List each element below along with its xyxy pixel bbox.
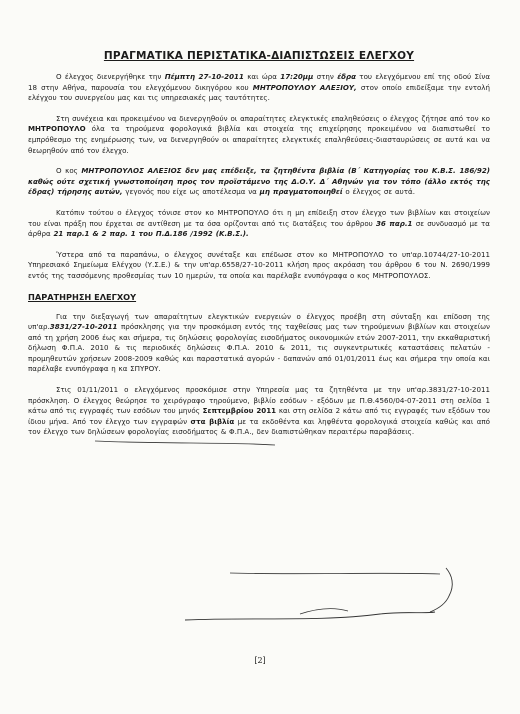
- emphasis-article: 36 παρ.1: [375, 218, 413, 228]
- emphasis-name: ΜΗΤΡΟΠΟΥΛΟΥ ΑΛΕΞΙΟΥ,: [252, 82, 357, 92]
- paragraph-legal-basis: [28, 208, 490, 240]
- emphasis-not-performed: μη πραγματοποιηθεί: [259, 187, 343, 197]
- paragraph-submission: [28, 385, 490, 438]
- paragraph-service-note: [28, 250, 490, 282]
- text-run: Ο κος: [56, 166, 82, 176]
- emphasis-reference: 3831/27-10-2011: [49, 322, 118, 332]
- pen-closing-stroke: [185, 612, 435, 620]
- text-run: Στη συνέχεια και προκειμένου να διενεργηθούν οι απαραίτητες ελεγκτικές επαληθεύσεις ο έλεγχος ζήτησε από τον κο: [56, 113, 490, 123]
- text-run: και στη σελίδα 2 κάτω από τις εγγραφές των εξόδων του ίδιου μήνα. Από τον έλεγχο των εγγραφών: [28, 406, 491, 426]
- text-run: στην: [313, 72, 338, 81]
- text-run: Ύστερα από τα παραπάνω, ο έλεγχος συνέταξε και επέδωσε στον κο ΜΗΤΡΟΠΟΥΛΟ το υπ'αρ.10744/27-10-2011 Υπηρεσιακό Σημείωμα Ελέγχου (Υ.Σ.Ε.) & την υπ'αρ.6558/27-10-2011 κλήση προς ακρόαση του άρθρου 6 του Ν. 2690/1999 εντός της τασσόμενης προθεσμίας των 10 ημερών, τα οποία και παρέλαβε ενυπόγραφα ο κος ΜΗΤΡΟΠΟΥΛΟΣ.: [28, 249, 490, 280]
- emphasis-time: 17:20μμ: [280, 72, 314, 81]
- document-title: ΠΡΑΓΜΑΤΙΚΑ ΠΕΡΙΣΤΑΤΙΚΑ-ΔΙΑΠΙΣΤΩΣΕΙΣ ΕΛΕΓΧΟΥ: [103, 50, 415, 62]
- text-run: Ο έλεγχος διενεργήθηκε την: [56, 72, 165, 81]
- pen-strike-line: [95, 441, 275, 445]
- emphasis-statement: ΜΗΤΡΟΠΟΥΛΟΣ ΑΛΕΞΙΟΣ δεν μας επέδειξε, τα ζητηθέντα βιβλία (Β΄ Κατηγορίας του Κ.Β.Σ. 186/92) καθώς ούτε σχετική γνωστοποίηση προς τον προϊστάμενο της Δ.Ο.Υ. Δ΄ Αθηνών για τον τόπο (άλλο εκτός της έδρας) τήρησης αυτών,: [28, 166, 490, 197]
- text-run: Κατόπιν τούτου ο έλεγχος τόνισε στον κο ΜΗΤΡΟΠΟΥΛΟ ότι η μη επίδειξη στον έλεγχο των βιβλίων και στοιχείων του είναι πράξη που έρχεται σε αντίθεση με τα όσα ορίζονται από τις διατάξεις του άρθρου: [28, 207, 490, 228]
- emphasis-date: Πέμπτη 27-10-2011: [164, 72, 244, 81]
- text-run: με τα εκδοθέντα και ληφθέντα φορολογικά στοιχεία καθώς και από τον έλεγχο των δηλώσεων φορολογίας εισοδήματος & Φ.Π.Α., δεν διαπιστώθηκαν περαιτέρω παραβάσεις.: [28, 416, 490, 437]
- text-run: Στις 01/11/2011 ο ελεγχόμενος προσκόμισε στην Υπηρεσία μας τα ζητηθέντα με την υπ'αρ.3831/27-10-2011 πρόσκληση. Ο έλεγχος θεώρησε το χειρόγραφο τηρούμενο, βιβλίο εσόδων - εξόδων με Π.Θ.4560/04-07-2011 στη σελίδα 1 κάτω από τις εγγραφές των εσόδων του μηνός: [28, 385, 490, 416]
- text-run: πρόσκλησης για την προσκόμιση εντός της ταχθείσας μας των τηρούμενων βιβλίων και στοιχείων από τη χρήση 2006 έως και σήμερα, τις δηλώσεις φορολογίας εισοδήματος οικονομικών ετών 2007-2011, την εκκαθαριστική δήλωση Φ.Π.Α. 2010 & τις περιοδικές δηλώσεις Φ.Π.Α. 2010 & 2011, τις συγκεντρωτικές καταστάσεις πελατών - προμηθευτών χρήσεων 2008-2009 καθώς και παραστατικά αγορών - δαπανών από 01/01/2011 έως και σήμερα την οποία και παρέλαβε ενυπόγραφα η κα ΣΠΥΡΟΥ.: [28, 322, 490, 374]
- text-run: στον οποίο επιδείξαμε την εντολή ελέγχου του συνεργείου μας και τις υπηρεσιακές μας ταυτότητες.: [28, 82, 491, 103]
- section-heading: ΠΑΡΑΤΗΡΗΣΗ ΕΛΕΓΧΟΥ: [28, 291, 137, 302]
- text-run: Για την διεξαγωγή των απαραίτητων ελεγκτικών ενεργειών ο έλεγχος προέβη στη σύνταξη και επίδοση της υπ'αρ.: [28, 311, 490, 332]
- text-run: και ώρα: [243, 72, 281, 81]
- pen-bracket-mark: [430, 568, 452, 612]
- emphasis-month: Σεπτεμβρίου 2011: [202, 406, 277, 416]
- paragraph-books-not-shown: [28, 166, 490, 198]
- text-run: ο έλεγχος σε αυτά.: [342, 187, 415, 197]
- pen-underline-stroke: [230, 573, 440, 574]
- page-number: [2]: [254, 656, 266, 665]
- paragraph-invitation: [28, 312, 490, 376]
- paragraph-request-books: [28, 114, 490, 156]
- emphasis-articles: 21 παρ.1 & 2 παρ. 1 του Π.Δ.186 /1992 (Κ.Β.Σ.).: [53, 229, 249, 239]
- emphasis-name: ΜΗΤΡΟΠΟΥΛΟ: [28, 124, 86, 134]
- pen-tail-stroke: [300, 609, 348, 614]
- text-run: γεγονός που είχε ως αποτέλεσμα να: [122, 187, 260, 197]
- text-run: σε συνδυασμό με τα άρθρα: [28, 218, 490, 239]
- emphasis-location: έδρα: [337, 72, 356, 81]
- text-run: του ελεγχόμενου επί της οδού Σίνα 18 στην Αθήνα, παρουσία του ελεγχόμενου δικηγόρου κου: [28, 72, 490, 92]
- emphasis-books: στα βιβλία: [190, 416, 235, 426]
- text-run: όλα τα τηρούμενα φορολογικά βιβλία και στοιχεία της επιχείρησης προκειμένου να διαπιστωθεί το εμπρόθεσμο της ενημέρωσης των, να διενεργηθούν οι απαραίτητες ελεγκτικές επαληθεύσεις-διασταυρώσεις σε αυτά και να θεωρηθούν από τον έλεγχο.: [28, 124, 490, 155]
- paragraph-inspection-date: [28, 72, 490, 104]
